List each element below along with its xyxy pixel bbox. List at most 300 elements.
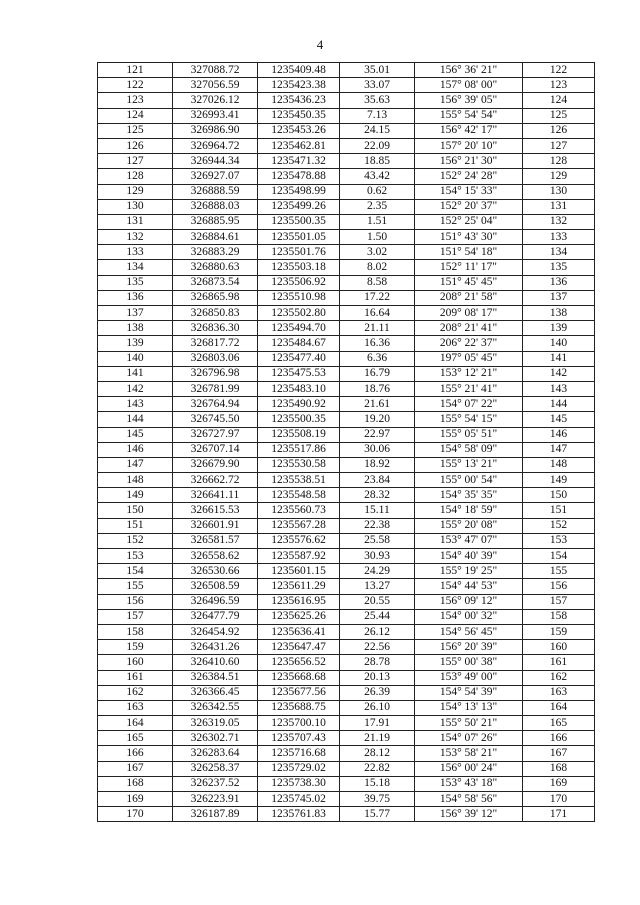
point-number-cell: 135 [98,275,173,290]
x-coordinate-cell: 326707.14 [173,442,258,457]
distance-cell: 22.82 [340,761,415,776]
x-coordinate-cell: 326944.34 [173,154,258,169]
next-point-cell: 150 [523,488,595,503]
distance-cell: 13.27 [340,579,415,594]
point-number-cell: 136 [98,290,173,305]
next-point-cell: 163 [523,685,595,700]
bearing-cell: 151° 54' 18" [415,245,523,260]
distance-cell: 18.76 [340,381,415,396]
bearing-cell: 154° 07' 22" [415,397,523,412]
point-number-cell: 129 [98,184,173,199]
next-point-cell: 133 [523,230,595,245]
distance-cell: 26.10 [340,700,415,715]
point-number-cell: 169 [98,792,173,807]
coordinates-table-body [98,63,595,822]
next-point-cell: 134 [523,245,595,260]
point-number-cell: 126 [98,138,173,153]
x-coordinate-cell: 326508.59 [173,579,258,594]
y-coordinate-cell: 1235688.75 [258,700,340,715]
distance-cell: 25.44 [340,609,415,624]
y-coordinate-cell: 1235478.88 [258,169,340,184]
table-row [98,412,595,427]
point-number-cell: 142 [98,381,173,396]
x-coordinate-cell: 326888.59 [173,184,258,199]
bearing-cell: 155° 13' 21" [415,457,523,472]
x-coordinate-cell: 326366.45 [173,685,258,700]
distance-cell: 3.02 [340,245,415,260]
distance-cell: 24.29 [340,564,415,579]
y-coordinate-cell: 1235567.28 [258,518,340,533]
bearing-cell: 208° 21' 41" [415,321,523,336]
y-coordinate-cell: 1235423.38 [258,78,340,93]
next-point-cell: 160 [523,640,595,655]
point-number-cell: 161 [98,670,173,685]
table-row [98,549,595,564]
table-row [98,366,595,381]
next-point-cell: 157 [523,594,595,609]
x-coordinate-cell: 326384.51 [173,670,258,685]
table-row [98,716,595,731]
point-number-cell: 160 [98,655,173,670]
x-coordinate-cell: 326764.94 [173,397,258,412]
bearing-cell: 154° 54' 39" [415,685,523,700]
distance-cell: 20.13 [340,670,415,685]
y-coordinate-cell: 1235471.32 [258,154,340,169]
point-number-cell: 156 [98,594,173,609]
y-coordinate-cell: 1235538.51 [258,473,340,488]
distance-cell: 39.75 [340,792,415,807]
distance-cell: 35.01 [340,63,415,78]
table-row [98,78,595,93]
distance-cell: 30.06 [340,442,415,457]
y-coordinate-cell: 1235503.18 [258,260,340,275]
bearing-cell: 156° 42' 17" [415,123,523,138]
distance-cell: 28.12 [340,746,415,761]
x-coordinate-cell: 326477.79 [173,609,258,624]
next-point-cell: 148 [523,457,595,472]
next-point-cell: 168 [523,761,595,776]
next-point-cell: 164 [523,700,595,715]
distance-cell: 22.97 [340,427,415,442]
next-point-cell: 139 [523,321,595,336]
distance-cell: 43.42 [340,169,415,184]
x-coordinate-cell: 326187.89 [173,807,258,822]
table-row [98,260,595,275]
y-coordinate-cell: 1235616.95 [258,594,340,609]
table-row [98,488,595,503]
next-point-cell: 136 [523,275,595,290]
distance-cell: 7.13 [340,108,415,123]
y-coordinate-cell: 1235587.92 [258,549,340,564]
distance-cell: 8.58 [340,275,415,290]
next-point-cell: 144 [523,397,595,412]
next-point-cell: 158 [523,609,595,624]
y-coordinate-cell: 1235450.35 [258,108,340,123]
bearing-cell: 154° 56' 45" [415,624,523,639]
x-coordinate-cell: 326817.72 [173,336,258,351]
y-coordinate-cell: 1235656.52 [258,655,340,670]
y-coordinate-cell: 1235436.23 [258,93,340,108]
bearing-cell: 157° 08' 00" [415,78,523,93]
point-number-cell: 158 [98,624,173,639]
table-row [98,564,595,579]
distance-cell: 35.63 [340,93,415,108]
next-point-cell: 132 [523,214,595,229]
x-coordinate-cell: 326885.95 [173,214,258,229]
page-number: 4 [316,37,324,52]
table-row [98,776,595,791]
distance-cell: 22.09 [340,138,415,153]
bearing-cell: 151° 45' 45" [415,275,523,290]
point-number-cell: 167 [98,761,173,776]
bearing-cell: 156° 20' 39" [415,640,523,655]
point-number-cell: 143 [98,397,173,412]
point-number-cell: 148 [98,473,173,488]
distance-cell: 30.93 [340,549,415,564]
next-point-cell: 153 [523,533,595,548]
x-coordinate-cell: 327026.12 [173,93,258,108]
y-coordinate-cell: 1235716.68 [258,746,340,761]
bearing-cell: 155° 00' 38" [415,655,523,670]
next-point-cell: 154 [523,549,595,564]
y-coordinate-cell: 1235500.35 [258,412,340,427]
next-point-cell: 170 [523,792,595,807]
table-row [98,609,595,624]
distance-cell: 1.51 [340,214,415,229]
table-row [98,351,595,366]
bearing-cell: 208° 21' 58" [415,290,523,305]
next-point-cell: 140 [523,336,595,351]
point-number-cell: 164 [98,716,173,731]
distance-cell: 16.79 [340,366,415,381]
y-coordinate-cell: 1235668.68 [258,670,340,685]
distance-cell: 24.15 [340,123,415,138]
y-coordinate-cell: 1235636.41 [258,624,340,639]
table-row [98,792,595,807]
distance-cell: 18.85 [340,154,415,169]
point-number-cell: 125 [98,123,173,138]
table-row [98,761,595,776]
bearing-cell: 155° 54' 15" [415,412,523,427]
x-coordinate-cell: 326342.55 [173,700,258,715]
x-coordinate-cell: 326836.30 [173,321,258,336]
next-point-cell: 124 [523,93,595,108]
distance-cell: 18.92 [340,457,415,472]
y-coordinate-cell: 1235483.10 [258,381,340,396]
y-coordinate-cell: 1235462.81 [258,138,340,153]
next-point-cell: 166 [523,731,595,746]
x-coordinate-cell: 326496.59 [173,594,258,609]
table-row [98,306,595,321]
x-coordinate-cell: 326581.57 [173,533,258,548]
table-row [98,731,595,746]
y-coordinate-cell: 1235611.29 [258,579,340,594]
table-row [98,579,595,594]
y-coordinate-cell: 1235508.19 [258,427,340,442]
table-row [98,214,595,229]
table-row [98,123,595,138]
x-coordinate-cell: 326615.53 [173,503,258,518]
x-coordinate-cell: 326601.91 [173,518,258,533]
point-number-cell: 157 [98,609,173,624]
distance-cell: 33.07 [340,78,415,93]
table-row [98,108,595,123]
next-point-cell: 162 [523,670,595,685]
bearing-cell: 155° 50' 21" [415,716,523,731]
next-point-cell: 167 [523,746,595,761]
distance-cell: 15.18 [340,776,415,791]
bearing-cell: 154° 40' 39" [415,549,523,564]
point-number-cell: 137 [98,306,173,321]
next-point-cell: 127 [523,138,595,153]
x-coordinate-cell: 326662.72 [173,473,258,488]
y-coordinate-cell: 1235548.58 [258,488,340,503]
bearing-cell: 152° 25' 04" [415,214,523,229]
table-row [98,670,595,685]
bearing-cell: 154° 07' 26" [415,731,523,746]
point-number-cell: 163 [98,700,173,715]
x-coordinate-cell: 326781.99 [173,381,258,396]
point-number-cell: 127 [98,154,173,169]
table-row [98,321,595,336]
x-coordinate-cell: 326223.91 [173,792,258,807]
x-coordinate-cell: 326727.97 [173,427,258,442]
next-point-cell: 171 [523,807,595,822]
distance-cell: 8.02 [340,260,415,275]
x-coordinate-cell: 326880.63 [173,260,258,275]
table-row [98,184,595,199]
x-coordinate-cell: 326641.11 [173,488,258,503]
next-point-cell: 155 [523,564,595,579]
next-point-cell: 141 [523,351,595,366]
point-number-cell: 152 [98,533,173,548]
point-number-cell: 165 [98,731,173,746]
distance-cell: 22.56 [340,640,415,655]
table-row [98,640,595,655]
next-point-cell: 156 [523,579,595,594]
bearing-cell: 154° 44' 53" [415,579,523,594]
bearing-cell: 154° 18' 59" [415,503,523,518]
bearing-cell: 153° 49' 00" [415,670,523,685]
table-row [98,93,595,108]
bearing-cell: 156° 39' 05" [415,93,523,108]
point-number-cell: 128 [98,169,173,184]
y-coordinate-cell: 1235530.58 [258,457,340,472]
table-row [98,503,595,518]
next-point-cell: 129 [523,169,595,184]
bearing-cell: 154° 35' 35" [415,488,523,503]
next-point-cell: 145 [523,412,595,427]
table-row [98,685,595,700]
bearing-cell: 209° 08' 17" [415,306,523,321]
distance-cell: 21.19 [340,731,415,746]
x-coordinate-cell: 326796.98 [173,366,258,381]
next-point-cell: 147 [523,442,595,457]
point-number-cell: 166 [98,746,173,761]
table-row [98,594,595,609]
bearing-cell: 154° 00' 32" [415,609,523,624]
table-row [98,442,595,457]
next-point-cell: 131 [523,199,595,214]
next-point-cell: 138 [523,306,595,321]
distance-cell: 28.78 [340,655,415,670]
distance-cell: 23.84 [340,473,415,488]
bearing-cell: 206° 22' 37" [415,336,523,351]
y-coordinate-cell: 1235501.76 [258,245,340,260]
table-row [98,169,595,184]
bearing-cell: 152° 11' 17" [415,260,523,275]
table-row [98,154,595,169]
next-point-cell: 143 [523,381,595,396]
distance-cell: 2.35 [340,199,415,214]
x-coordinate-cell: 326558.62 [173,549,258,564]
point-number-cell: 121 [98,63,173,78]
table-row [98,700,595,715]
next-point-cell: 161 [523,655,595,670]
next-point-cell: 165 [523,716,595,731]
point-number-cell: 149 [98,488,173,503]
point-number-cell: 134 [98,260,173,275]
y-coordinate-cell: 1235500.35 [258,214,340,229]
x-coordinate-cell: 326803.06 [173,351,258,366]
y-coordinate-cell: 1235576.62 [258,533,340,548]
point-number-cell: 122 [98,78,173,93]
distance-cell: 6.36 [340,351,415,366]
bearing-cell: 152° 24' 28" [415,169,523,184]
y-coordinate-cell: 1235601.15 [258,564,340,579]
point-number-cell: 139 [98,336,173,351]
point-number-cell: 150 [98,503,173,518]
x-coordinate-cell: 326865.98 [173,290,258,305]
y-coordinate-cell: 1235499.26 [258,199,340,214]
next-point-cell: 149 [523,473,595,488]
bearing-cell: 155° 19' 25" [415,564,523,579]
bearing-cell: 153° 58' 21" [415,746,523,761]
table-row [98,427,595,442]
y-coordinate-cell: 1235745.02 [258,792,340,807]
x-coordinate-cell: 327056.59 [173,78,258,93]
table-row [98,381,595,396]
bearing-cell: 153° 12' 21" [415,366,523,381]
table-row [98,290,595,305]
next-point-cell: 126 [523,123,595,138]
y-coordinate-cell: 1235647.47 [258,640,340,655]
distance-cell: 0.62 [340,184,415,199]
bearing-cell: 156° 00' 24" [415,761,523,776]
point-number-cell: 131 [98,214,173,229]
point-number-cell: 168 [98,776,173,791]
x-coordinate-cell: 326993.41 [173,108,258,123]
x-coordinate-cell: 326410.60 [173,655,258,670]
distance-cell: 21.11 [340,321,415,336]
point-number-cell: 140 [98,351,173,366]
bearing-cell: 156° 39' 12" [415,807,523,822]
distance-cell: 19.20 [340,412,415,427]
y-coordinate-cell: 1235409.48 [258,63,340,78]
bearing-cell: 155° 20' 08" [415,518,523,533]
point-number-cell: 170 [98,807,173,822]
next-point-cell: 135 [523,260,595,275]
distance-cell: 16.36 [340,336,415,351]
next-point-cell: 125 [523,108,595,123]
point-number-cell: 162 [98,685,173,700]
distance-cell: 25.58 [340,533,415,548]
x-coordinate-cell: 326888.03 [173,199,258,214]
x-coordinate-cell: 326237.52 [173,776,258,791]
x-coordinate-cell: 326530.66 [173,564,258,579]
point-number-cell: 151 [98,518,173,533]
point-number-cell: 130 [98,199,173,214]
distance-cell: 17.22 [340,290,415,305]
bearing-cell: 157° 20' 10" [415,138,523,153]
x-coordinate-cell: 326986.90 [173,123,258,138]
distance-cell: 16.64 [340,306,415,321]
y-coordinate-cell: 1235502.80 [258,306,340,321]
x-coordinate-cell: 326679.90 [173,457,258,472]
point-number-cell: 133 [98,245,173,260]
next-point-cell: 146 [523,427,595,442]
point-number-cell: 145 [98,427,173,442]
table-row [98,655,595,670]
y-coordinate-cell: 1235501.05 [258,230,340,245]
y-coordinate-cell: 1235625.26 [258,609,340,624]
y-coordinate-cell: 1235729.02 [258,761,340,776]
bearing-cell: 153° 43' 18" [415,776,523,791]
x-coordinate-cell: 326883.29 [173,245,258,260]
point-number-cell: 155 [98,579,173,594]
table-row [98,624,595,639]
y-coordinate-cell: 1235494.70 [258,321,340,336]
point-number-cell: 132 [98,230,173,245]
bearing-cell: 156° 21' 30" [415,154,523,169]
next-point-cell: 137 [523,290,595,305]
distance-cell: 28.32 [340,488,415,503]
distance-cell: 15.77 [340,807,415,822]
x-coordinate-cell: 326927.07 [173,169,258,184]
table-row [98,199,595,214]
point-number-cell: 147 [98,457,173,472]
distance-cell: 26.39 [340,685,415,700]
distance-cell: 1.50 [340,230,415,245]
table-row [98,807,595,822]
x-coordinate-cell: 326454.92 [173,624,258,639]
point-number-cell: 154 [98,564,173,579]
bearing-cell: 155° 05' 51" [415,427,523,442]
table-row [98,230,595,245]
next-point-cell: 122 [523,63,595,78]
bearing-cell: 152° 20' 37" [415,199,523,214]
point-number-cell: 123 [98,93,173,108]
y-coordinate-cell: 1235761.83 [258,807,340,822]
bearing-cell: 155° 00' 54" [415,473,523,488]
y-coordinate-cell: 1235506.92 [258,275,340,290]
x-coordinate-cell: 327088.72 [173,63,258,78]
bearing-cell: 156° 36' 21" [415,63,523,78]
y-coordinate-cell: 1235498.99 [258,184,340,199]
coordinates-table [97,62,595,822]
point-number-cell: 138 [98,321,173,336]
point-number-cell: 124 [98,108,173,123]
x-coordinate-cell: 326431.26 [173,640,258,655]
next-point-cell: 159 [523,624,595,639]
x-coordinate-cell: 326319.05 [173,716,258,731]
next-point-cell: 123 [523,78,595,93]
distance-cell: 26.12 [340,624,415,639]
bearing-cell: 151° 43' 30" [415,230,523,245]
point-number-cell: 141 [98,366,173,381]
x-coordinate-cell: 326302.71 [173,731,258,746]
point-number-cell: 144 [98,412,173,427]
